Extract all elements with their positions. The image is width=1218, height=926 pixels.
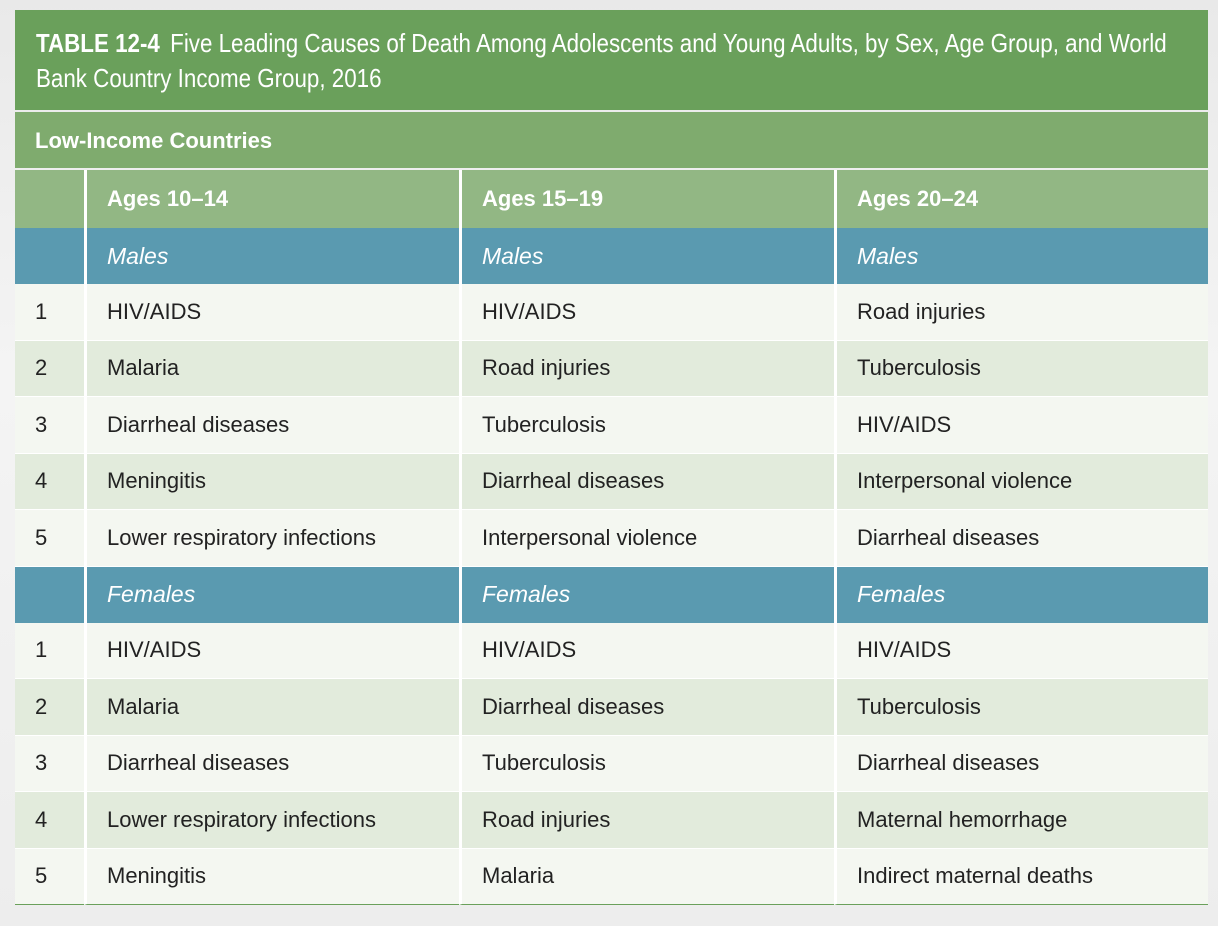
section-header: Low-Income Countries [15, 112, 1208, 168]
cause-cell: Lower respiratory infections [84, 792, 459, 849]
sex-header-cell: Females [834, 567, 1208, 623]
cause-cell: Meningitis [84, 849, 459, 906]
rank-cell: 5 [15, 849, 84, 906]
cause-cell: HIV/AIDS [834, 397, 1208, 454]
table-row [15, 849, 1208, 906]
cause-cell: Malaria [84, 341, 459, 398]
rank-cell: 2 [15, 341, 84, 398]
rank-cell: 4 [15, 454, 84, 511]
cause-cell: Road injuries [834, 284, 1208, 341]
table-title-bar [15, 10, 1208, 110]
cause-cell: Road injuries [459, 792, 834, 849]
table-row [15, 397, 1208, 454]
rank-cell: 1 [15, 284, 84, 341]
rank-cell: 1 [15, 623, 84, 680]
cause-cell: Malaria [84, 679, 459, 736]
rank-header-cell [15, 170, 84, 228]
cause-cell: Tuberculosis [459, 736, 834, 793]
cause-cell: HIV/AIDS [459, 623, 834, 680]
cause-cell: Tuberculosis [834, 679, 1208, 736]
cause-cell: Diarrheal diseases [84, 736, 459, 793]
cause-cell: Tuberculosis [459, 397, 834, 454]
age-header-cell: Ages 10–14 [84, 170, 459, 228]
cause-cell: Maternal hemorrhage [834, 792, 1208, 849]
sex-header-row [15, 567, 1208, 623]
table-row [15, 792, 1208, 849]
rank-cell: 4 [15, 792, 84, 849]
cause-cell: Interpersonal violence [834, 454, 1208, 511]
cause-cell: Indirect maternal deaths [834, 849, 1208, 906]
rank-cell: 3 [15, 736, 84, 793]
sex-header-cell: Males [834, 228, 1208, 284]
table-row [15, 341, 1208, 398]
cause-cell: Lower respiratory infections [84, 510, 459, 567]
cause-cell: Tuberculosis [834, 341, 1208, 398]
table-row [15, 284, 1208, 341]
sex-header-cell: Females [459, 567, 834, 623]
cause-cell: Diarrheal diseases [459, 679, 834, 736]
sex-header-cell: Females [84, 567, 459, 623]
sex-header-blank [15, 567, 84, 623]
table-body [15, 170, 1208, 905]
sex-header-blank [15, 228, 84, 284]
cause-cell: HIV/AIDS [84, 623, 459, 680]
sex-header-cell: Males [459, 228, 834, 284]
table-row [15, 623, 1208, 680]
cause-cell: Interpersonal violence [459, 510, 834, 567]
cause-cell: Diarrheal diseases [834, 510, 1208, 567]
cause-cell: HIV/AIDS [84, 284, 459, 341]
cause-cell: Diarrheal diseases [834, 736, 1208, 793]
cause-cell: Road injuries [459, 341, 834, 398]
table-card [15, 10, 1208, 905]
age-header-cell: Ages 15–19 [459, 170, 834, 228]
table-row [15, 736, 1208, 793]
table-row [15, 510, 1208, 567]
sex-header-cell: Males [84, 228, 459, 284]
cause-cell: Diarrheal diseases [459, 454, 834, 511]
cause-cell: HIV/AIDS [834, 623, 1208, 680]
sex-header-row [15, 228, 1208, 284]
table-title: Five Leading Causes of Death Among Adolescents and Young Adults, by Sex, Age Group, and World Bank Country Income Group, 2016 [36, 28, 1167, 93]
table-label: TABLE 12-4 [36, 28, 160, 58]
table-row [15, 679, 1208, 736]
rank-cell: 2 [15, 679, 84, 736]
age-header-row [15, 170, 1208, 228]
cause-cell: Diarrheal diseases [84, 397, 459, 454]
age-header-cell: Ages 20–24 [834, 170, 1208, 228]
table-row [15, 454, 1208, 511]
rank-cell: 5 [15, 510, 84, 567]
cause-cell: Meningitis [84, 454, 459, 511]
causes-of-death-table [15, 170, 1208, 905]
cause-cell: Malaria [459, 849, 834, 906]
cause-cell: HIV/AIDS [459, 284, 834, 341]
rank-cell: 3 [15, 397, 84, 454]
